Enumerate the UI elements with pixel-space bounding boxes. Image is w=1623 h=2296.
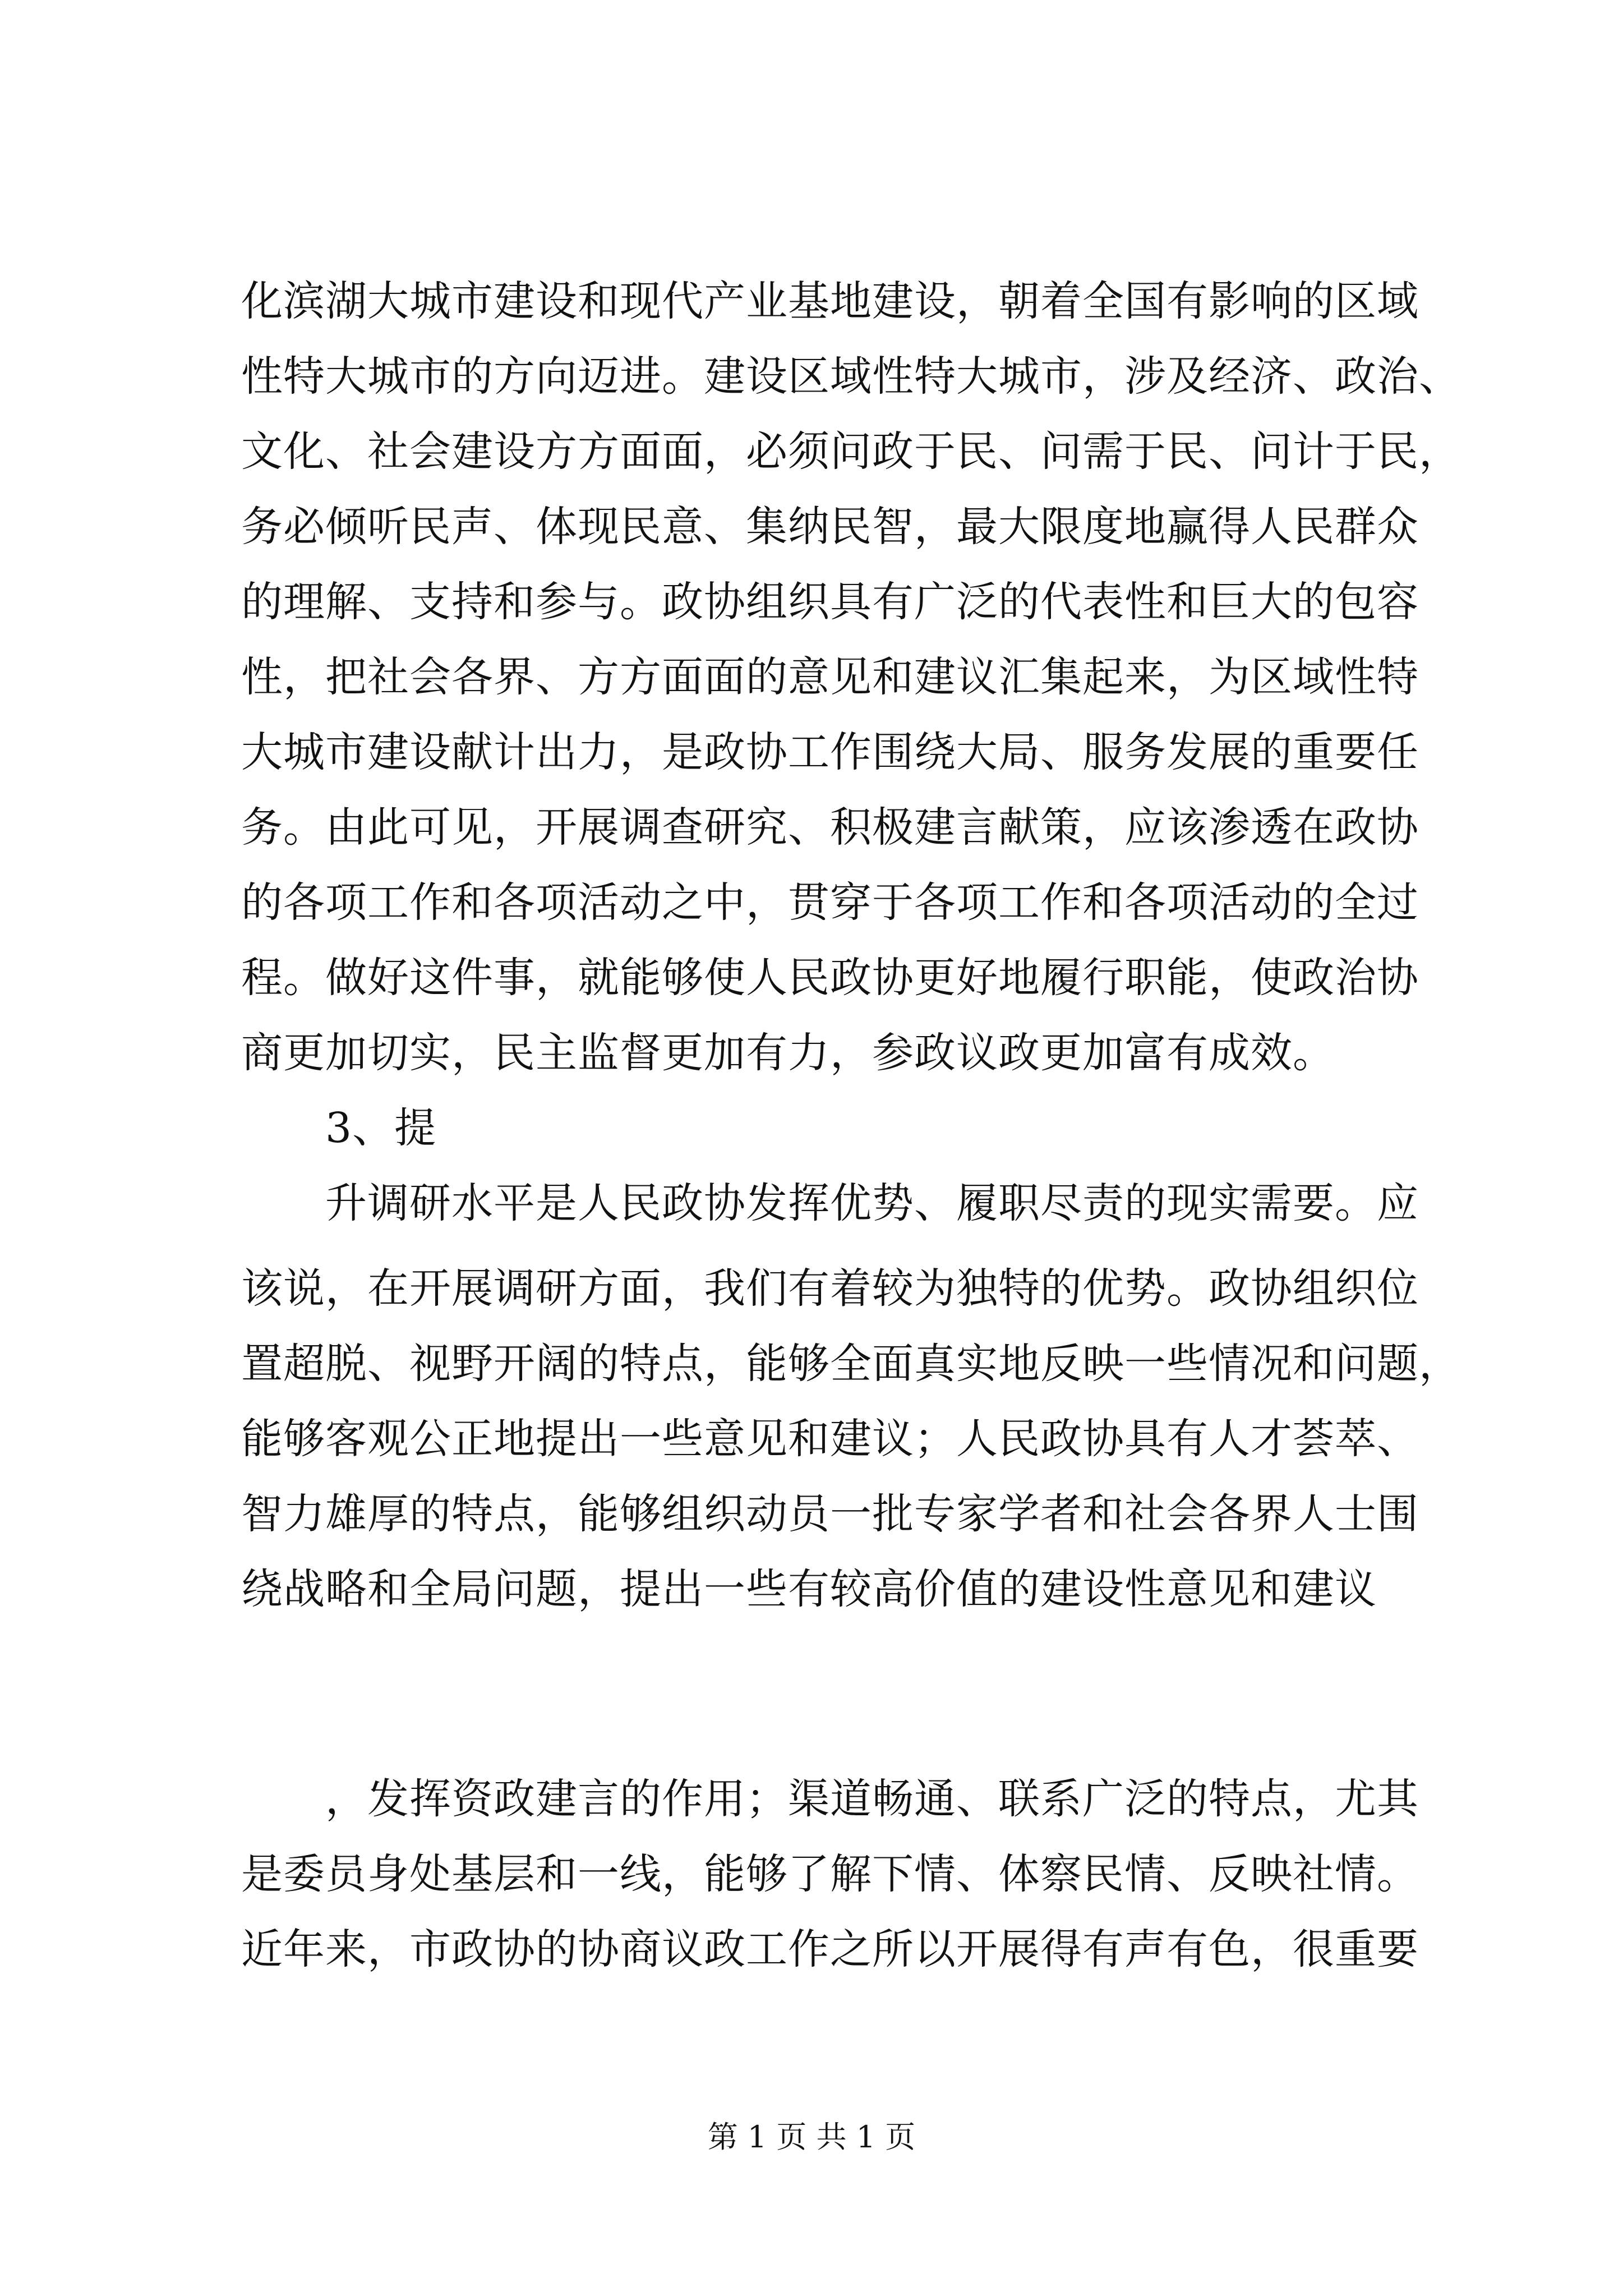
text-line: 是委员身处基层和一线，能够了解下情、体察民情、反映社情。 — [241, 1850, 1419, 1898]
text-line: 智力雄厚的特点，能够组织动员一批专家学者和社会各界人士围 — [241, 1490, 1419, 1538]
text-line: 性，把社会各界、方方面面的意见和建议汇集起来，为区域性特 — [241, 653, 1419, 701]
paragraph-3 — [241, 1761, 1419, 1987]
text-line: 程。做好这件事，就能够使人民政协更好地履行职能，使政治协 — [241, 954, 1419, 1002]
text-line: ，发挥资政建言的作用；渠道畅通、联系广泛的特点，尤其 — [325, 1775, 1419, 1823]
text-line: 务。由此可见，开展调查研究、积极建言献策，应该渗透在政协 — [241, 803, 1419, 852]
text-line: 的各项工作和各项活动之中，贯穿于各项工作和各项活动的全过 — [241, 878, 1419, 927]
text-line: 文化、社会建设方方面面，必须问政于民、问需于民、问计于民， — [241, 427, 1461, 476]
text-line: 升调研水平是人民政协发挥优势、履职尽责的现实需要。应 — [325, 1179, 1419, 1227]
text-line: 绕战略和全局问题，提出一些有较高价值的建设性意见和建议 — [241, 1565, 1377, 1613]
page-footer — [0, 2115, 1623, 2160]
text-line: 能够客观公正地提出一些意见和建议；人民政协具有人才荟萃、 — [241, 1415, 1419, 1463]
section-heading: 3、提 — [325, 1104, 437, 1152]
text-line: 该说，在开展调研方面，我们有着较为独特的优势。政协组织位 — [241, 1264, 1419, 1313]
text-line: 务必倾听民声、体现民意、集纳民智，最大限度地赢得人民群众 — [241, 503, 1419, 551]
text-line: 大城市建设献计出力，是政协工作围绕大局、服务发展的重要任 — [241, 728, 1419, 776]
text-line: 置超脱、视野开阔的特点，能够全面真实地反映一些情况和问题， — [241, 1340, 1461, 1388]
text-line: 化滨湖大城市建设和现代产业基地建设，朝着全国有影响的区域 — [241, 277, 1419, 325]
paragraph-2 — [241, 1251, 1461, 1627]
text-line: 近年来，市政协的协商议政工作之所以开展得有声有色，很重要 — [241, 1925, 1419, 1973]
paragraph-1 — [241, 264, 1461, 1241]
page-number-label: 第 1 页 共 1 页 — [707, 2119, 916, 2155]
text-line: 的理解、支持和参与。政协组织具有广泛的代表性和巨大的包容 — [241, 578, 1419, 626]
text-line: 商更加切实，民主监督更加有力，参政议政更加富有成效。 — [241, 1029, 1335, 1077]
text-line: 性特大城市的方向迈进。建设区域性特大城市，涉及经济、政治、 — [241, 352, 1461, 401]
